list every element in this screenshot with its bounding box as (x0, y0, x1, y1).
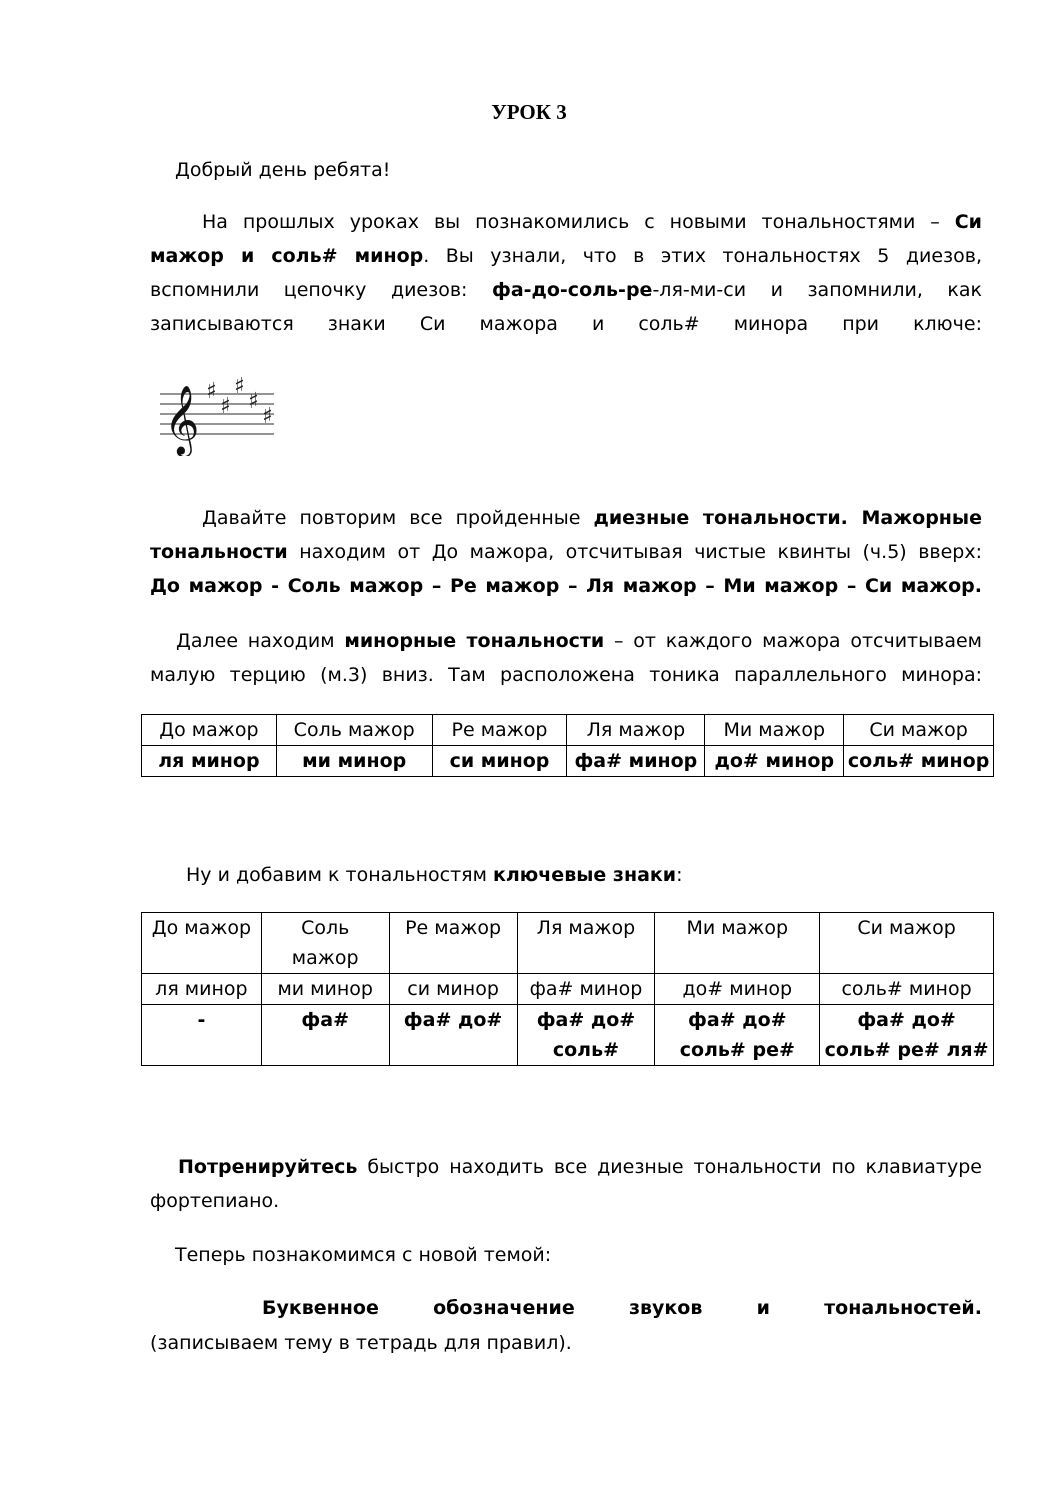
intro-text-2: . Вы узнали, что в этих тональностях 5 диезов, вспомнили цепочку диезов: (150, 245, 982, 301)
table-cell: фа# (261, 1005, 389, 1066)
table-cell: До мажор (142, 715, 277, 746)
table-cell: ля минор (142, 746, 277, 777)
table-row (142, 1005, 994, 1066)
table-cell: ми минор (276, 746, 432, 777)
table-cell: фа# до# соль# (517, 1005, 655, 1066)
table-cell: фа# минор (567, 746, 705, 777)
table-cell: до# минор (655, 974, 820, 1005)
topic-word: тональностей. (824, 1297, 982, 1319)
table-cell: фа# до# соль# ре# (655, 1005, 820, 1066)
sharp-icon: ♯ (220, 394, 231, 419)
topic-note: (записываем тему в тетрадь для правил). (150, 1332, 572, 1354)
practice-paragraph (150, 1150, 982, 1218)
table-row (142, 746, 994, 777)
keysigs-paragraph (186, 858, 683, 892)
table-cell: До мажор (142, 913, 262, 974)
table-cell: Соль мажор (276, 715, 432, 746)
table-cell: ля минор (142, 974, 262, 1005)
repeat-bold-1: диезные тональности. Мажорные тональности (150, 507, 982, 563)
major-minor-table (141, 714, 994, 777)
repeat-text-2: находим от До мажора, отсчитывая чистые квинты (ч.5) вверх: (287, 541, 982, 563)
practice-bold: Потренируйтесь (178, 1156, 358, 1178)
table-cell: си минор (432, 746, 567, 777)
treble-clef-icon: 𝄞 (164, 385, 200, 455)
table-cell: до# минор (705, 746, 844, 777)
sharp-icon: ♯ (206, 379, 217, 404)
table-row (142, 913, 994, 974)
intro-text-3: -ля-ми-си и запомнили, как записываются знаки Си мажора и соль# минора при ключе: (150, 279, 982, 335)
table-cell: Ми мажор (655, 913, 820, 974)
keysigs-text-2: : (676, 864, 683, 886)
key-signatures-table (141, 912, 994, 1066)
sharp-icon: ♯ (248, 389, 259, 414)
repeat-bold-chain: До мажор - Соль мажор – Ре мажор – Ля мажор – Ми мажор – Си мажор. (150, 575, 982, 597)
key-signature-staff-image (158, 362, 276, 456)
table-cell: соль# минор (820, 974, 994, 1005)
table-cell: Си мажор (820, 913, 994, 974)
minor-text-1: Далее находим (176, 630, 345, 652)
topic-heading (262, 1291, 982, 1325)
minor-text-2: – от каждого мажора отсчитываем малую терцию (м.3) вниз. Там расположена тоника параллельного минора: (150, 630, 982, 686)
table-cell: соль# минор (844, 746, 994, 777)
practice-text: быстро находить все диезные тональности по клавиатуре фортепиано. (150, 1156, 982, 1212)
intro-text-1: На прошлых уроках вы познакомились с новыми тональностями – (202, 211, 955, 233)
new-topic-intro: Теперь познакомимся с новой темой: (175, 1244, 552, 1266)
table-cell: Ре мажор (432, 715, 567, 746)
topic-word: Буквенное (262, 1297, 379, 1319)
table-cell: - (142, 1005, 262, 1066)
sharp-icon: ♯ (234, 374, 245, 399)
intro-bold-keys: Си мажор и соль# минор (150, 211, 982, 267)
table-cell: Ми мажор (705, 715, 844, 746)
sharp-icon: ♯ (262, 404, 273, 429)
table-cell: Ре мажор (389, 913, 517, 974)
table-row (142, 715, 994, 746)
minor-bold: минорные тональности (344, 630, 605, 652)
table-cell: Си мажор (844, 715, 994, 746)
minor-paragraph (150, 624, 982, 692)
repeat-text-1: Давайте повторим все пройденные (202, 507, 594, 529)
table-cell: фа# до# соль# ре# ля# (820, 1005, 994, 1066)
table-cell: фа# до# (389, 1005, 517, 1066)
table-cell: фа# минор (517, 974, 655, 1005)
table-cell: си минор (389, 974, 517, 1005)
keysigs-bold: ключевые знаки (492, 864, 677, 886)
table-cell: Соль мажор (261, 913, 389, 974)
intro-bold-sharps: фа-до-соль-ре (491, 279, 653, 301)
repeat-paragraph (150, 501, 982, 603)
keysigs-text-1: Ну и добавим к тональностям (186, 864, 493, 886)
greeting: Добрый день ребята! (175, 159, 391, 181)
topic-word: обозначение (433, 1297, 575, 1319)
lesson-title: УРОК 3 (491, 100, 567, 124)
topic-word: и (756, 1297, 770, 1319)
table-cell: Ля мажор (517, 913, 655, 974)
intro-paragraph (150, 205, 982, 341)
table-cell: ми минор (261, 974, 389, 1005)
table-row (142, 974, 994, 1005)
topic-word: звуков (628, 1297, 703, 1319)
table-cell: Ля мажор (567, 715, 705, 746)
